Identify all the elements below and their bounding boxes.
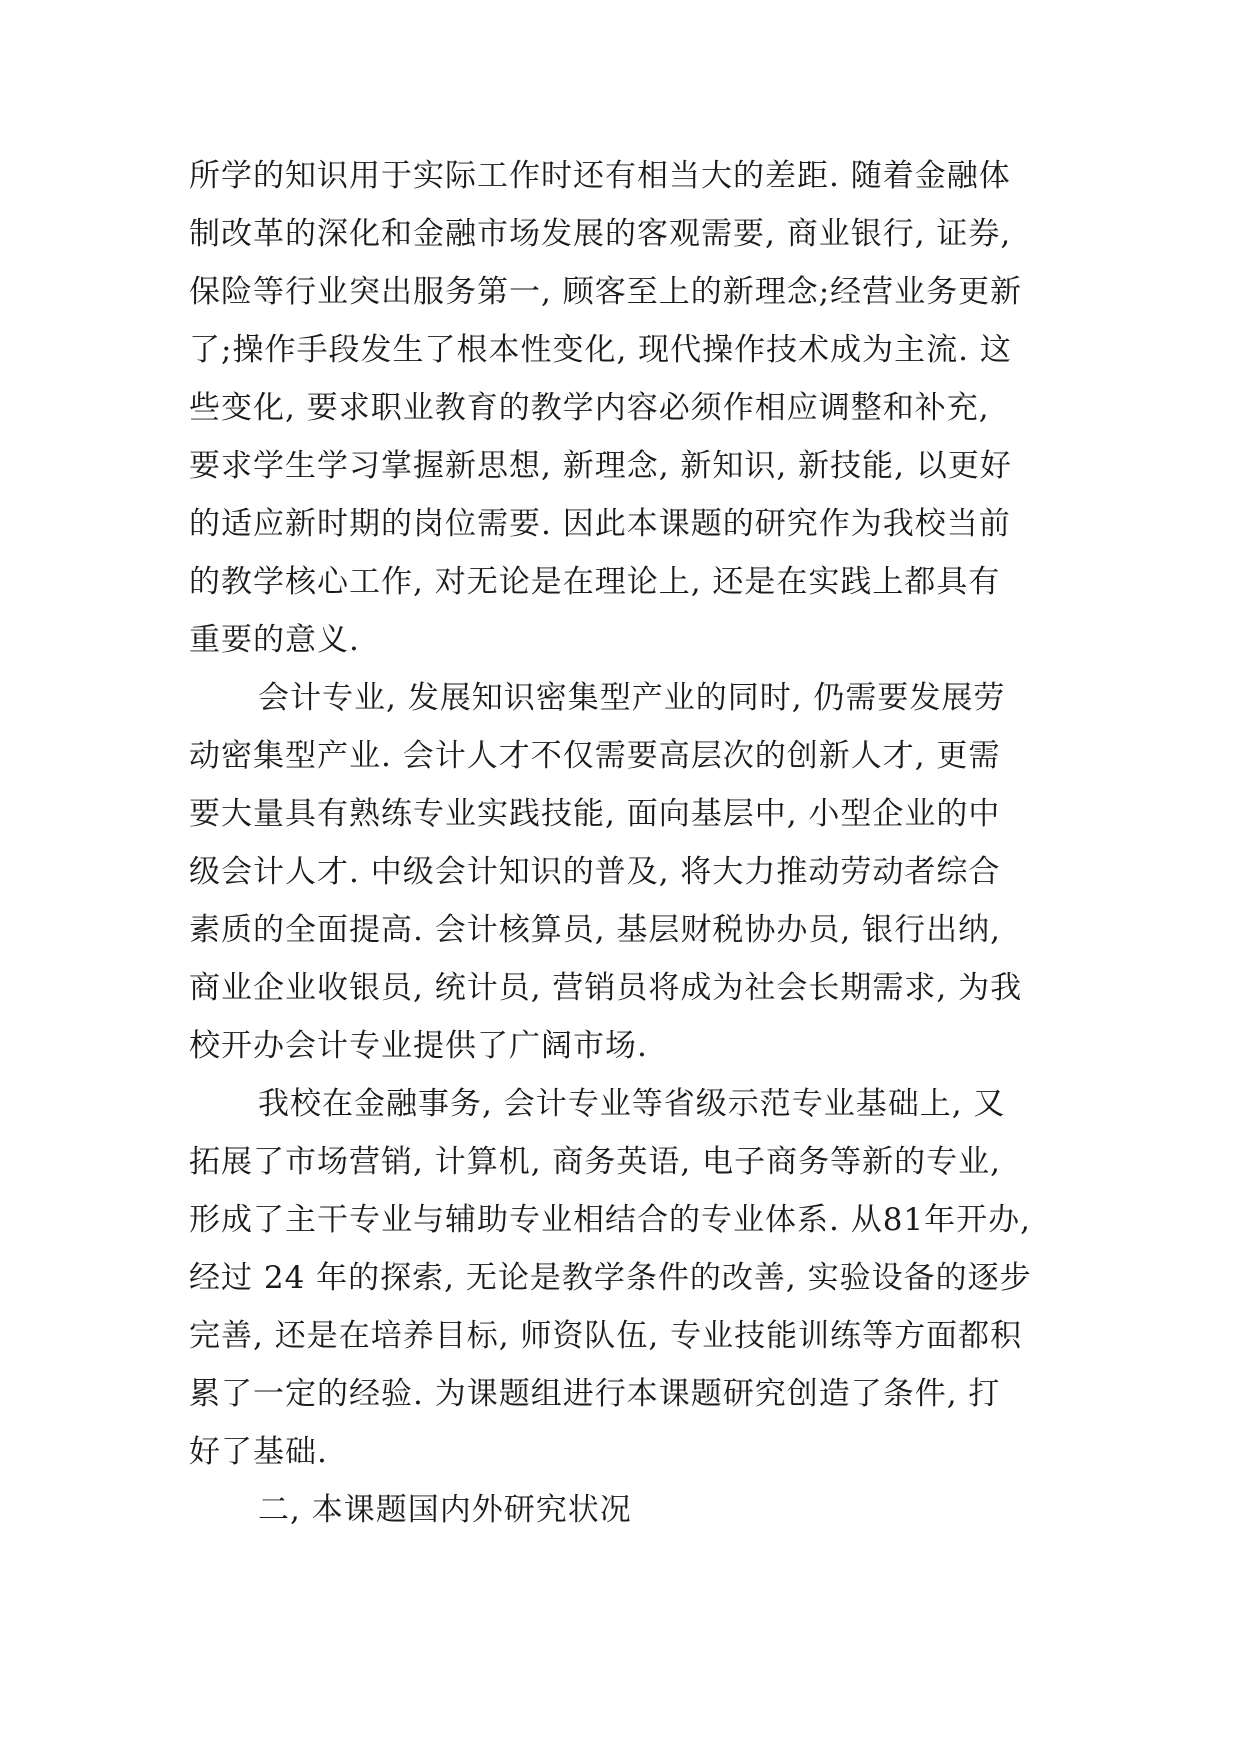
text-line: 制改革的深化和金融市场发展的客观需要, 商业银行, 证券, (189, 216, 1012, 252)
text-line: 我校在金融事务, 会计专业等省级示范专业基础上, 又 (258, 1086, 1006, 1122)
text-line: 所学的知识用于实际工作时还有相当大的差距. 随着金融体 (189, 158, 1011, 194)
text-line: 商业企业收银员, 统计员, 营销员将成为社会长期需求, 为我 (189, 970, 1023, 1006)
text-line: 经过 24 年的探索, 无论是教学条件的改善, 实验设备的逐步 (189, 1260, 1032, 1296)
text-line: 要求学生学习掌握新思想, 新理念, 新知识, 新技能, 以更好 (189, 448, 1012, 484)
text-line: 动密集型产业. 会计人才不仅需要高层次的创新人才, 更需 (189, 738, 1001, 774)
text-line: 保险等行业突出服务第一, 顾客至上的新理念;经营业务更新 (189, 274, 1023, 310)
text-line: 好了基础. (189, 1434, 328, 1470)
text-line: 累了一定的经验. 为课题组进行本课题研究创造了条件, 打 (189, 1376, 1001, 1412)
text-line: 重要的意义. (189, 622, 360, 658)
section-heading-text: 二, 本课题国内外研究状况 (258, 1492, 632, 1528)
text-line: 的教学核心工作, 对无论是在理论上, 还是在实践上都具有 (189, 564, 1001, 600)
text-line: 些变化, 要求职业教育的教学内容必须作相应调整和补充, (189, 390, 990, 426)
text-line: 了;操作手段发生了根本性变化, 现代操作技术成为主流. 这 (189, 332, 1012, 368)
text-line: 会计专业, 发展知识密集型产业的同时, 仍需要发展劳 (258, 680, 1006, 716)
text-line: 的适应新时期的岗位需要. 因此本课题的研究作为我校当前 (189, 506, 1011, 542)
text-line: 完善, 还是在培养目标, 师资队伍, 专业技能训练等方面都积 (189, 1318, 1023, 1354)
text-line: 形成了主干专业与辅助专业相结合的专业体系. 从81年开办, (189, 1202, 1032, 1238)
text-line: 素质的全面提高. 会计核算员, 基层财税协办员, 银行出纳, (189, 912, 1001, 948)
text-line: 校开办会计专业提供了广阔市场. (189, 1028, 648, 1064)
text-line: 级会计人才. 中级会计知识的普及, 将大力推动劳动者综合 (189, 854, 1001, 890)
text-line: 拓展了市场营销, 计算机, 商务英语, 电子商务等新的专业, (189, 1144, 1001, 1180)
text-line: 要大量具有熟练专业实践技能, 面向基层中, 小型企业的中 (189, 796, 1001, 832)
